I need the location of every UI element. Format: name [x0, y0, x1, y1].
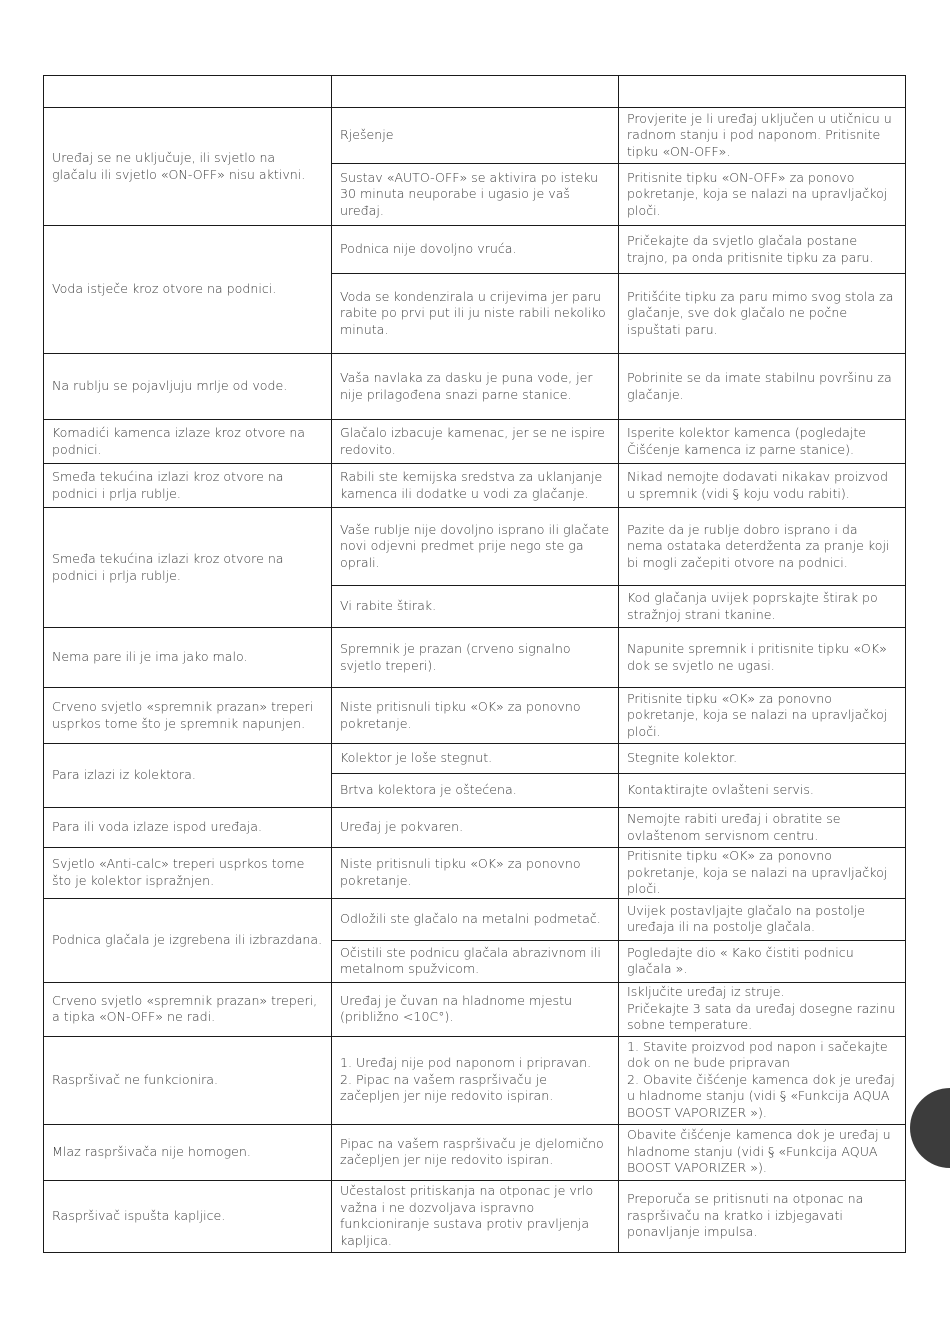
page-edge-tab — [910, 1088, 950, 1168]
header-cell — [44, 76, 332, 108]
solution-cell: Napunite spremnik i pritisnite tipku «OK» dok se svjetlo ne ugasi. — [619, 628, 906, 688]
solution-cell: Nikad nemojte dodavati nikakav proizvod u spremnik (vidi § koju vodu rabiti). — [619, 464, 906, 508]
cause-cell: Podnica nije dovoljno vruća. — [332, 226, 619, 274]
problem-cell: Para ili voda izlaze ispod uređaja. — [44, 808, 332, 848]
problem-cell: Smeđa tekućina izlazi kroz otvore na podnici i prlja rublje. — [44, 464, 332, 508]
cause-cell: 1. Uređaj nije pod naponom i pripravan. 2. Pipac na vašem raspršivaču je začepljen jer nije redovito ispiran. — [332, 1036, 619, 1124]
cause-cell: Rješenje — [332, 108, 619, 164]
solution-cell: Isperite kolektor kamenca (pogledajte Čišćenje kamenca iz parne stanice). — [619, 420, 906, 464]
solution-cell: Pritisnite tipku «ON-OFF» za ponovo pokretanje, koja se nalazi na upravljačkoj ploči. — [619, 164, 906, 226]
solution-cell: Obavite čišćenje kamenca dok je uređaj u hladnome stanju (vidi § «Funkcija AQUA BOOST VAPORIZER »). — [619, 1124, 906, 1180]
table-row — [44, 226, 906, 274]
table-row — [44, 354, 906, 420]
cause-cell: Uređaj je pokvaren. — [332, 808, 619, 848]
table-row — [44, 628, 906, 688]
solution-cell: Pritisnite tipku «OK» za ponovno pokretanje, koja se nalazi na upravljačkoj ploči. — [619, 688, 906, 744]
table-row — [44, 464, 906, 508]
problem-cell: Na rublju se pojavljuju mrlje od vode. — [44, 354, 332, 420]
table-row — [44, 808, 906, 848]
troubleshooting-table — [43, 75, 906, 1253]
cause-cell: Odložili ste glačalo na metalni podmetač. — [332, 898, 619, 940]
table-row — [44, 898, 906, 940]
table-row — [44, 1124, 906, 1180]
problem-cell: Uređaj se ne uključuje, ili svjetlo na glačalu ili svjetlo «ON-OFF» nisu aktivni. — [44, 108, 332, 226]
problem-cell: Podnica glačala je izgrebena ili izbrazdana. — [44, 898, 332, 982]
problem-cell: Para izlazi iz kolektora. — [44, 744, 332, 808]
cause-cell: Sustav «AUTO-OFF» se aktivira po isteku 30 minuta neuporabe i ugasio je vaš uređaj. — [332, 164, 619, 226]
problem-cell: Komadići kamenca izlaze kroz otvore na podnici. — [44, 420, 332, 464]
cause-cell: Glačalo izbacuje kamenac, jer se ne ispire redovito. — [332, 420, 619, 464]
cause-cell: Voda se kondenzirala u crijevima jer paru rabite po prvi put ili ju niste rabili nekoliko minuta. — [332, 274, 619, 354]
problem-cell: Svjetlo «Anti-calc» treperi usprkos tome što je kolektor ispražnjen. — [44, 848, 332, 899]
cause-cell: Spremnik je prazan (crveno signalno svjetlo treperi). — [332, 628, 619, 688]
problem-cell: Nema pare ili je ima jako malo. — [44, 628, 332, 688]
solution-cell: Provjerite je li uređaj uključen u utičnicu u radnom stanju i pod naponom. Pritisnite tipku «ON-OFF». — [619, 108, 906, 164]
cause-cell: Učestalost pritiskanja na otponac je vrlo važna i ne dozvoljava ispravno funkcioniranje sustava protiv pravljenja kapljica. — [332, 1180, 619, 1252]
solution-cell: Pritišćite tipku za paru mimo svog stola za glačanje, sve dok glačalo ne počne ispuštati paru. — [619, 274, 906, 354]
solution-cell: Uvijek postavljajte glačalo na postolje uređaja ili na postolje glačala. — [619, 898, 906, 940]
table-row — [44, 420, 906, 464]
solution-cell: Stegnite kolektor. — [619, 744, 906, 774]
cause-cell: Niste pritisnuli tipku «OK» za ponovno pokretanje. — [332, 688, 619, 744]
table-row — [44, 508, 906, 586]
table-row — [44, 1036, 906, 1124]
solution-cell: Kontaktirajte ovlašteni servis. — [619, 774, 906, 808]
table-row — [44, 108, 906, 164]
solution-cell: Nemojte rabiti uređaj i obratite se ovlaštenom servisnom centru. — [619, 808, 906, 848]
problem-cell: Mlaz raspršivača nije homogen. — [44, 1124, 332, 1180]
solution-cell: 1. Stavite proizvod pod napon i sačekajte dok on ne bude pripravan 2. Obavite čišćenje kamenca dok je uređaj u hladnome stanju (vidi § «Funkcija AQUA BOOST VAPORIZER »). — [619, 1036, 906, 1124]
cause-cell: Niste pritisnuli tipku «OK» za ponovno pokretanje. — [332, 848, 619, 899]
problem-cell: Raspršivač ispušta kapljice. — [44, 1180, 332, 1252]
solution-cell: Isključite uređaj iz struje. Pričekajte 3 sata da uređaj dosegne razinu sobne temperature. — [619, 982, 906, 1036]
table-row — [44, 848, 906, 899]
cause-cell: Očistili ste podnicu glačala abrazivnom ili metalnom spužvicom. — [332, 940, 619, 982]
cause-cell: Vaše rublje nije dovoljno isprano ili glačate novi odjevni predmet prije nego ste ga oprali. — [332, 508, 619, 586]
solution-cell: Pritisnite tipku «OK» za ponovno pokretanje, koja se nalazi na upravljačkoj ploči. — [619, 848, 906, 899]
cause-cell: Vaša navlaka za dasku je puna vode, jer nije prilagođena snazi parne stanice. — [332, 354, 619, 420]
solution-cell: Preporuča se pritisnuti na otponac na raspršivaču na kratko i izbjegavati ponavljanje impulsa. — [619, 1180, 906, 1252]
table-row — [44, 688, 906, 744]
header-cell — [619, 76, 906, 108]
problem-cell: Smeđa tekućina izlazi kroz otvore na podnici i prlja rublje. — [44, 508, 332, 628]
solution-cell: Pazite da je rublje dobro isprano i da nema ostataka deterdženta za pranje koji bi mogli začepiti otvore na podnici. — [619, 508, 906, 586]
problem-cell: Crveno svjetlo «spremnik prazan» treperi usprkos tome što je spremnik napunjen. — [44, 688, 332, 744]
cause-cell: Uređaj je čuvan na hladnome mjestu (približno <10C°). — [332, 982, 619, 1036]
problem-cell: Voda istječe kroz otvore na podnici. — [44, 226, 332, 354]
solution-cell: Pobrinite se da imate stabilnu površinu za glačanje. — [619, 354, 906, 420]
solution-cell: Pogledajte dio « Kako čistiti podnicu glačala ». — [619, 940, 906, 982]
problem-cell: Raspršivač ne funkcionira. — [44, 1036, 332, 1124]
cause-cell: Vi rabite štirak. — [332, 586, 619, 628]
cause-cell: Kolektor je loše stegnut. — [332, 744, 619, 774]
solution-cell: Pričekajte da svjetlo glačala postane trajno, pa onda pritisnite tipku za paru. — [619, 226, 906, 274]
table-row — [44, 744, 906, 774]
cause-cell: Pipac na vašem raspršivaču je djelomično začepljen jer nije redovito ispiran. — [332, 1124, 619, 1180]
problem-cell: Crveno svjetlo «spremnik prazan» treperi, a tipka «ON-OFF» ne radi. — [44, 982, 332, 1036]
table-header-row — [44, 76, 906, 108]
table-row — [44, 982, 906, 1036]
cause-cell: Brtva kolektora je oštećena. — [332, 774, 619, 808]
cause-cell: Rabili ste kemijska sredstva za uklanjanje kamenca ili dodatke u vodi za glačanje. — [332, 464, 619, 508]
solution-cell: Kod glačanja uvijek poprskajte štirak po stražnjoj strani tkanine. — [619, 586, 906, 628]
header-cell — [332, 76, 619, 108]
table-row — [44, 1180, 906, 1252]
